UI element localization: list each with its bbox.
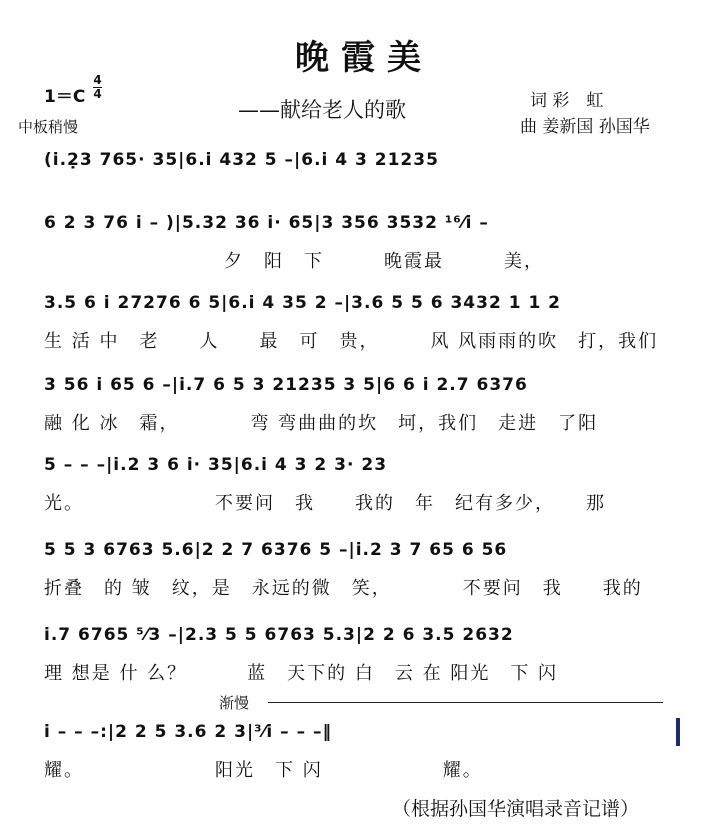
- lyrics-line-8: 耀。 阳光 下 闪 耀。: [44, 760, 483, 781]
- lyrics-line-4: 融 化 冰 霜， 弯 弯曲曲的坎 坷，我们 走进 了阳: [44, 413, 599, 434]
- lyricist-credit: 词 彩 虹: [530, 91, 604, 111]
- lyrics-line-3: 生 活 中 老 人 最 可 贵， 风 风雨雨的吹 打，我们: [44, 331, 659, 352]
- score-line-8: [0, 722, 728, 792]
- composer-credit: 曲 姜新国 孙国华: [520, 117, 650, 137]
- ritardando-marking: 渐慢: [219, 694, 250, 712]
- notes-line-3: 3.5 6 i 27276 6 5|6.i 4 35 2 –|3.6 5 5 6 3432 1 1 2: [44, 293, 562, 313]
- score-line-6: [0, 540, 728, 610]
- notes-line-8: i – – –:|2 2 5 3.6 2 3|³⁄i – – –‖: [44, 722, 333, 742]
- score-line-5: [0, 455, 728, 525]
- notes-line-6: 5 5 3 6763 5.6|2 2 7 6376 5 –|i.2 3 7 65 6 56: [44, 540, 508, 560]
- final-barline: [676, 718, 680, 746]
- time-signature-top: 4: [93, 73, 102, 87]
- time-signature-bottom: 4: [93, 87, 102, 101]
- notes-line-7: i.7 6765 ⁵⁄3 –|2.3 5 5 6763 5.3|2 2 6 3.5 2632: [44, 625, 514, 645]
- time-signature: [93, 74, 102, 101]
- score-line-4: [0, 375, 728, 445]
- ritardando-line: [268, 702, 663, 703]
- lyrics-line-7: 理 想是 什 么？ 蓝 天下的 白 云 在 阳光 下 闪: [44, 663, 559, 684]
- song-subtitle: ——献给老人的歌: [238, 98, 406, 122]
- lyrics-line-6: 折叠 的 皱 纹，是 永远的微 笑， 不要问 我 我的: [44, 578, 643, 599]
- tempo-marking: 中板稍慢: [18, 118, 79, 136]
- source-note: （根据孙国华演唱录音记谱）: [392, 798, 640, 820]
- lyrics-line-5: 光。 不要问 我 我的 年 纪有多少， 那: [44, 493, 606, 514]
- song-title: 晚霞美: [295, 38, 433, 78]
- score-line-2: [0, 213, 728, 283]
- score-line-3: [0, 293, 728, 363]
- notes-line-5: 5 – – –|i.2 3 6 i· 35|6.i 4 3 2 3· 23: [44, 455, 388, 475]
- notes-line-1: (i.2̣3 765· 35|6.i 432 5 –|6.i 4 3 21235: [44, 150, 439, 170]
- key-signature: 1＝C: [44, 87, 86, 107]
- notes-line-4: 3 56 i 65 6 –|i.7 6 5 3 21235 3 5|6 6 i 2.7 6376: [44, 375, 528, 395]
- notes-line-2: 6 2 3 76 i – )|5.32 36 i· 65|3 356 3532 ¹⁶⁄i –: [44, 213, 489, 233]
- score-line-1: [0, 150, 728, 220]
- lyrics-line-2: 夕 阳 下 晚霞最 美，: [44, 251, 544, 272]
- score-line-7: [0, 625, 728, 695]
